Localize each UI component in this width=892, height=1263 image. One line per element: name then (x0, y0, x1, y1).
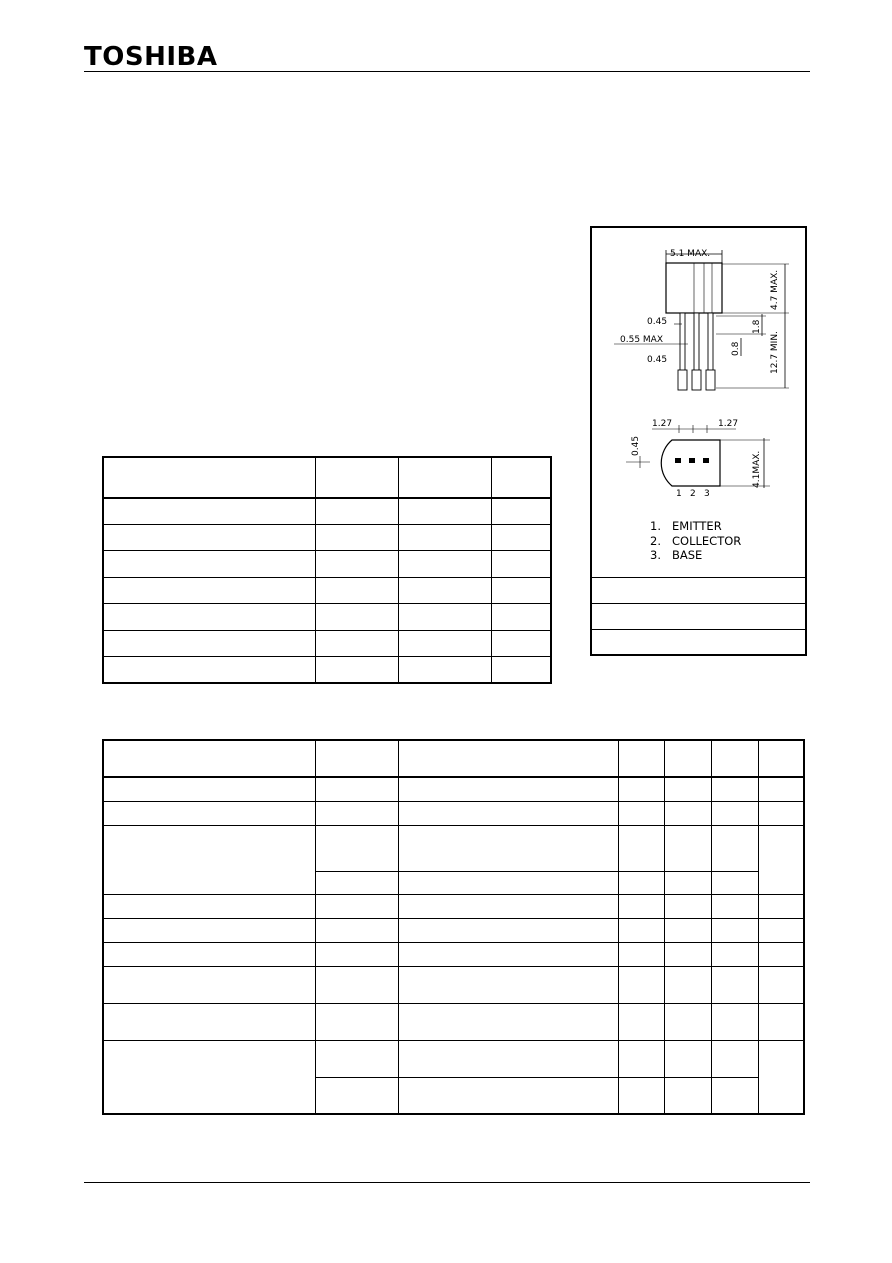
dim-pitch-left: 1.27 (652, 419, 673, 429)
table-row (103, 966, 804, 1003)
pin-3: 3. BASE (650, 548, 703, 562)
dim-lead-offset: 0.8 (731, 341, 741, 356)
table-row (103, 551, 551, 577)
dim-bottom-height: 4.1MAX. (752, 450, 762, 488)
table-header-row (103, 457, 551, 498)
header-rule (84, 71, 810, 72)
footer-rule (84, 1182, 810, 1183)
package-info-row-2 (592, 603, 805, 604)
table-row (103, 942, 804, 966)
dim-lead-top-width: 0.45 (647, 317, 668, 327)
table-row (103, 801, 804, 825)
package-info-row-1 (592, 577, 805, 578)
dim-body-width: 5.1 MAX. (670, 249, 711, 259)
table-row (103, 630, 551, 656)
table-row (103, 777, 804, 801)
pin-number-1: 1 (676, 489, 682, 499)
package-info-row-3 (592, 629, 805, 630)
pin-number-3: 3 (704, 489, 710, 499)
table-row (103, 604, 551, 630)
table-row (103, 918, 804, 942)
pin-assignment-list (650, 519, 741, 563)
package-outline-box (590, 226, 807, 656)
dim-pitch-right: 1.27 (718, 419, 739, 429)
table-header-row (103, 740, 804, 777)
max-ratings-table (102, 456, 552, 684)
dim-side: 0.45 (631, 435, 641, 456)
table-row (103, 894, 804, 918)
table-row (103, 577, 551, 603)
dim-lead-step: 1.8 (752, 319, 762, 334)
dim-body-height: 4.7 MAX. (770, 269, 780, 310)
dim-lead-lower-width: 0.45 (647, 355, 668, 365)
table-row (103, 825, 804, 871)
toshiba-logo: TOSHIBA (84, 42, 218, 72)
pin-2: 2. COLLECTOR (650, 533, 742, 548)
table-row (103, 1003, 804, 1040)
table-row (103, 657, 551, 684)
pin-number-2: 2 (690, 489, 696, 499)
table-row (103, 524, 551, 550)
pin-1: 1. EMITTER (650, 519, 722, 533)
dim-lead-length: 12.7 MIN. (770, 331, 780, 374)
table-row (103, 1040, 804, 1077)
table-row (103, 498, 551, 524)
dim-lead-max-width: 0.55 MAX (620, 335, 663, 345)
electrical-characteristics-table (102, 739, 805, 1115)
